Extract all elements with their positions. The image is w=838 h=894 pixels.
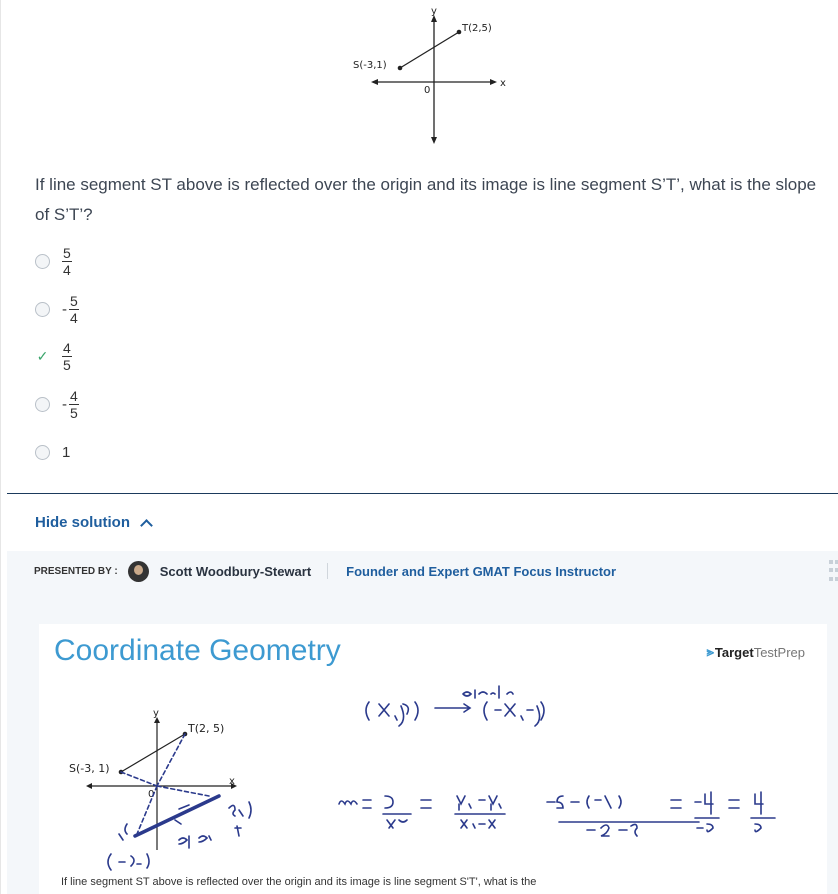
hide-solution-label: Hide solution [35,514,130,531]
x-axis-label: x [500,78,506,89]
denominator: 4 [63,261,71,278]
option-value [62,340,72,373]
option-value [62,388,79,421]
point-t-label: T(2,5) [462,23,492,34]
video-title: Coordinate Geometry [54,634,341,667]
logo-brand: Target [714,644,754,660]
numerator: 5 [70,292,78,309]
question-text: If line segment ST above is reflected over the origin and its image is line segment S’T’, what is the slope of S’T’? [35,175,817,224]
presented-by-label: PRESENTED BY : [34,565,118,577]
logo-suffix: TestPrep [753,644,805,660]
video-origin-label: 0 [148,789,155,800]
fraction [69,293,79,326]
video-y-label: y [153,708,159,719]
whiteboard-drawing [39,624,827,894]
chevron-up-icon [140,519,153,532]
radio-button[interactable] [35,397,50,412]
presenter-name: Scott Woodbury-Stewart [159,563,312,579]
option-value [62,293,79,326]
option-value: 1 [62,443,71,461]
point-s-dot [398,66,403,71]
answer-option-5[interactable] [35,432,70,472]
video-point-t-label: T(2, 5) [188,722,225,735]
minus-sign: - [62,395,67,413]
point-t-dot [457,30,462,35]
y-axis-label: y [431,6,437,17]
solution-video[interactable] [39,624,827,894]
numerator: 5 [63,244,71,261]
radio-button[interactable] [35,302,50,317]
video-x-label: x [229,776,235,787]
denominator: 4 [70,309,78,326]
handwriting-strokes [108,686,775,870]
presenter-role: Founder and Expert GMAT Focus Instructor [346,563,617,579]
fraction [62,340,72,373]
video-point-s-label: S(-3, 1) [69,762,110,775]
checkmark-icon: ✓ [36,347,49,364]
segment-st [400,32,459,68]
answer-option-4[interactable] [35,384,79,424]
point-s-label: S(-3,1) [353,60,387,71]
numerator: 4 [63,339,71,356]
x-axis-right-arrow [490,79,497,85]
solution-video-area [7,591,838,894]
logo-mark: ⪢ [706,644,712,659]
hide-solution-toggle[interactable] [35,514,151,531]
video-caption: If line segment ST above is reflected over the origin and its image is line segment S'T', what is the [61,876,537,888]
divider [7,493,838,494]
presenter-bar [7,551,838,591]
fraction [62,245,72,278]
radio-button[interactable] [35,254,50,269]
answer-option-3[interactable] [35,336,72,376]
option-value [62,245,72,278]
radio-button[interactable] [35,445,50,460]
origin-label: 0 [424,85,431,96]
fraction [69,388,79,421]
denominator: 5 [63,356,71,373]
separator [327,563,328,579]
y-axis-bottom-arrow [431,137,437,144]
x-axis-left-arrow [371,79,378,85]
avatar [128,561,149,582]
drag-handle-icon[interactable] [829,560,838,582]
answer-option-2[interactable] [35,289,79,329]
video-x-left-arrow [86,783,92,789]
minus-sign: - [62,300,67,318]
answer-option-1[interactable] [35,241,72,281]
coordinate-diagram [1,0,838,160]
numerator: 4 [70,387,78,404]
denominator: 5 [70,404,78,421]
